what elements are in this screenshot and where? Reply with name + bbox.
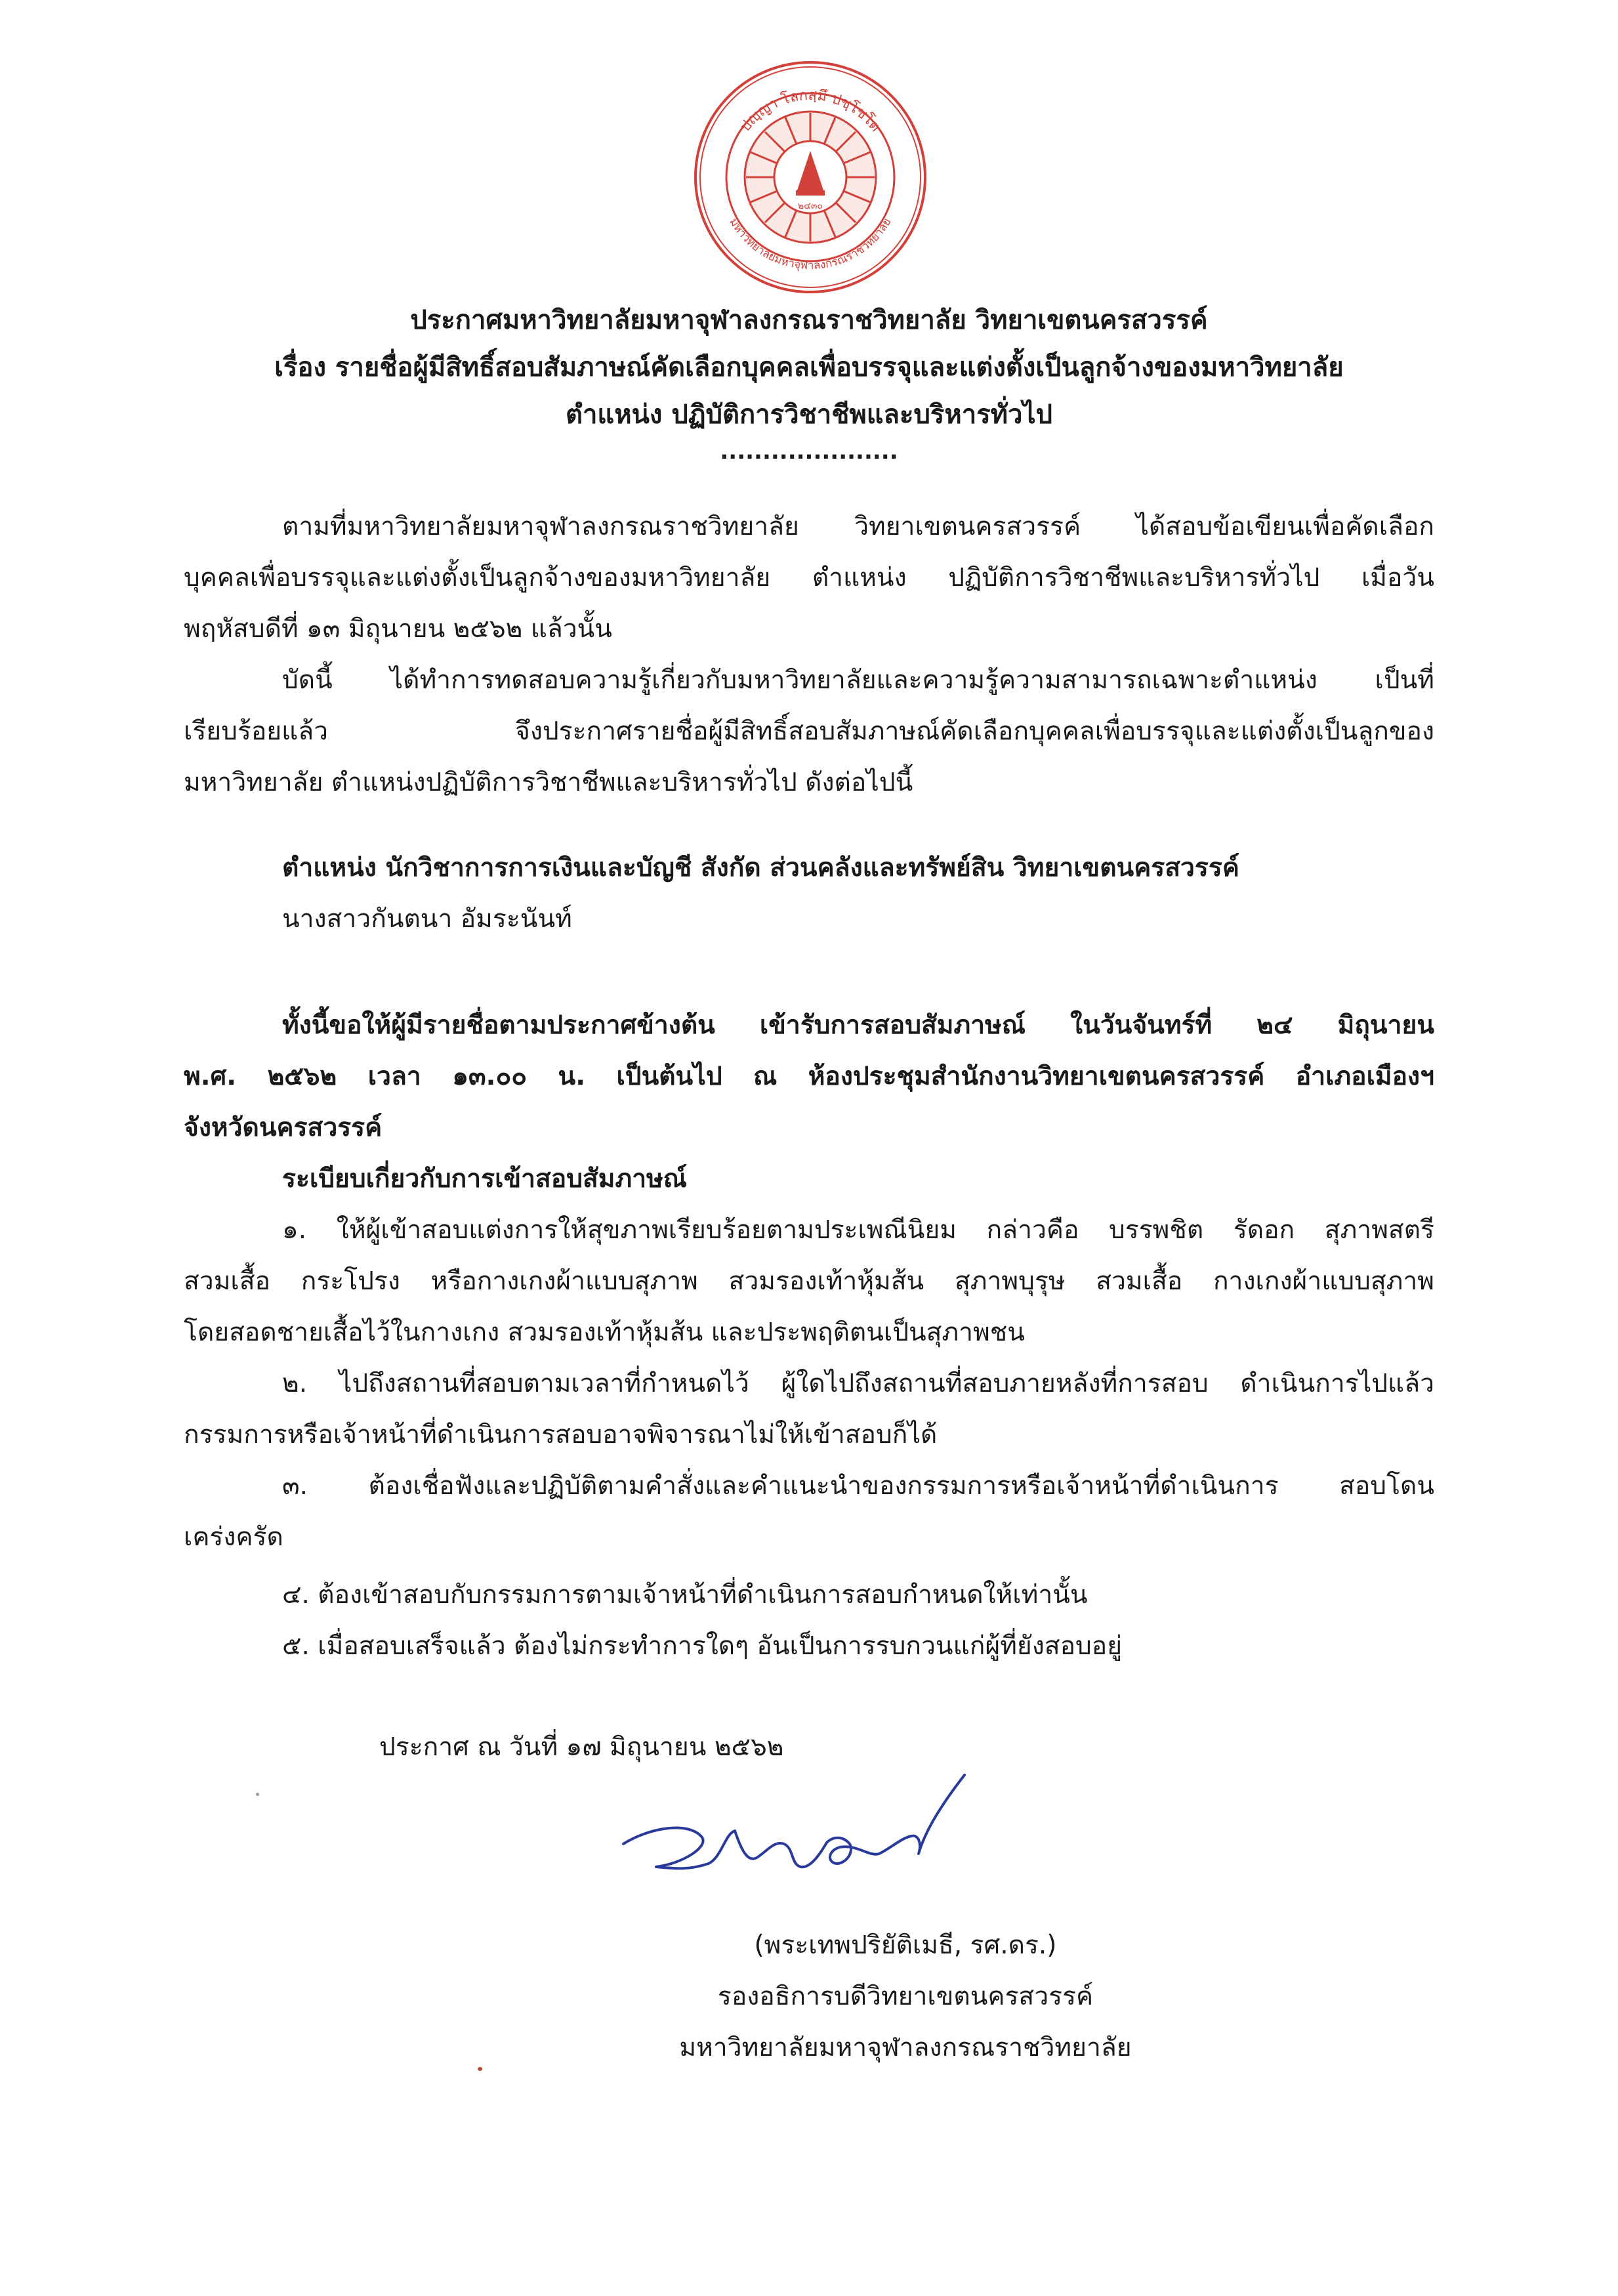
paragraph-3-line-1: ทั้งนี้ขอให้ผู้มีรายชื่อตามประกาศข้างต้น เข้ารับการสอบสัมภาษณ์ ในวันจันทร์ที่ ๒๔ มิถุนายน [282,1011,1434,1040]
paragraph-3-line-2: พ.ศ. ๒๕๖๒ เวลา ๑๓.๐๐ น. เป็นต้นไป ณ ห้องประชุมสำนักงานวิทยาเขตนครสวรรค์ อำเภอเมืองฯ [184,1062,1434,1091]
rule-5: ๕. เมื่อสอบเสร็จแล้ว ต้องไม่กระทำการใดๆ อันเป็นการรบกวนแก่ผู้ที่ยังสอบอยู่ [282,1631,1123,1661]
scan-speck [256,1793,259,1796]
paragraph-2-line-1: บัดนี้ ได้ทำการทดสอบความรู้เกี่ยวกับมหาวิทยาลัยและความรู้ความสามารถเฉพาะตำแหน่ง เป็นที่ [282,665,1434,695]
seal-top-text: ปญฺญา โลกสฺมึ ปชฺโชโต [737,87,884,135]
rule-1-line-2: สวมเสื้อ กระโปรง หรือกางเกงผ้าแบบสุภาพ สวมรองเท้าหุ้มส้น สุภาพบุรุษ สวมเสื้อ กางเกงผ้าแบบสุภาพ [184,1266,1434,1296]
seal-center-text: ๒๔๓๐ [798,201,823,211]
rule-1-line-1: ๑. ให้ผู้เข้าสอบแต่งการให้สุขภาพเรียบร้อยตามประเพณีนิยม กล่าวคือ บรรพชิต รัดอก สุภาพสตรี [282,1215,1434,1245]
paragraph-2-line-2: เรียบร้อยแล้ว จึงประกาศรายชื่อผู้มีสิทธิ์สอบสัมภาษณ์คัดเลือกบุคคลเพื่อบรรจุและแต่งตั้งเป็นลูกของ [184,717,1434,746]
rule-2-line-2: กรรมการหรือเจ้าหน้าที่ดำเนินการสอบอาจพิจารณาไม่ให้เข้าสอบก็ได้ [184,1420,938,1450]
paragraph-1-line-3: พฤหัสบดีที่ ๑๓ มิถุนายน ๒๕๖๒ แล้วนั้น [184,614,612,644]
rule-4: ๔. ต้องเข้าสอบกับกรรมการตามเจ้าหน้าที่ดำเนินการสอบกำหนดให้เท่านั้น [282,1580,1088,1610]
rule-3-line-1: ๓. ต้องเชื่อฟังและปฏิบัติตามคำสั่งและคำแนะนำของกรรมการหรือเจ้าหน้าที่ดำเนินการ สอบโดน [282,1471,1434,1501]
rule-2-line-1: ๒. ไปถึงสถานที่สอบตามเวลาที่กำหนดไว้ ผู้ใดไปถึงสถานที่สอบภายหลังที่การสอบ ดำเนินการไปแล้ว [282,1369,1434,1398]
paragraph-1-line-1: ตามที่มหาวิทยาลัยมหาจุฬาลงกรณราชวิทยาลัย วิทยาเขตนครสวรรค์ ได้สอบข้อเขียนเพื่อคัดเลือก [282,512,1434,541]
paragraph-3-line-3: จังหวัดนครสวรรค์ [184,1113,383,1142]
position-heading: ตำแหน่ง นักวิชาการการเงินและบัญชี สังกัด ส่วนคลังและทรัพย์สิน วิทยาเขตนครสวรรค์ [282,853,1239,883]
rule-3-line-2: เคร่งครัด [184,1522,283,1552]
signatory-organization: มหาวิทยาลัยมหาจุฬาลงกรณราชวิทยาลัย [679,2033,1132,2062]
paragraph-2-line-3: มหาวิทยาลัย ตำแหน่งปฏิบัติการวิชาชีพและบริหารทั่วไป ดังต่อไปนี้ [184,768,913,797]
announcement-date: ประกาศ ณ วันที่ ๑๗ มิถุนายน ๒๕๖๒ [379,1732,784,1762]
candidate-name: นางสาวกันตนา อัมระนันท์ [282,904,572,934]
seal-bottom-text: มหาวิทยาลัยมหาจุฬาลงกรณราชวิทยาลัย [726,216,894,273]
header-title: ประกาศมหาวิทยาลัยมหาจุฬาลงกรณราชวิทยาลัย วิทยาเขตนครสวรรค์ [410,305,1208,335]
rule-1-line-3: โดยสอดชายเสื้อไว้ในกางเกง สวมรองเท้าหุ้มส้น และประพฤติตนเป็นสุภาพชน [184,1318,1025,1347]
signatory-name: (พระเทพปริยัติเมธี, รศ.ดร.) [754,1931,1057,1960]
header-position: ตำแหน่ง ปฏิบัติการวิชาชีพและบริหารทั่วไป [565,400,1053,430]
scan-speck [478,2067,482,2071]
rules-title: ระเบียบเกี่ยวกับการเข้าสอบสัมภาษณ์ [282,1164,687,1194]
paragraph-1-line-2: บุคคลเพื่อบรรจุและแต่งตั้งเป็นลูกจ้างของมหาวิทยาลัย ตำแหน่ง ปฏิบัติการวิชาชีพและบริหารทั่วไป เมื่อวัน [184,563,1434,593]
signature [610,1759,1004,1929]
header-subject: เรื่อง รายชื่อผู้มีสิทธิ์สอบสัมภาษณ์คัดเลือกบุคคลเพื่อบรรจุและแต่งตั้งเป็นลูกจ้างของมหาวิทยาลัย [274,352,1344,383]
university-seal [692,59,928,295]
signatory-title: รองอธิการบดีวิทยาเขตนครสวรรค์ [717,1982,1094,2011]
header-separator: ..................... [720,438,898,465]
